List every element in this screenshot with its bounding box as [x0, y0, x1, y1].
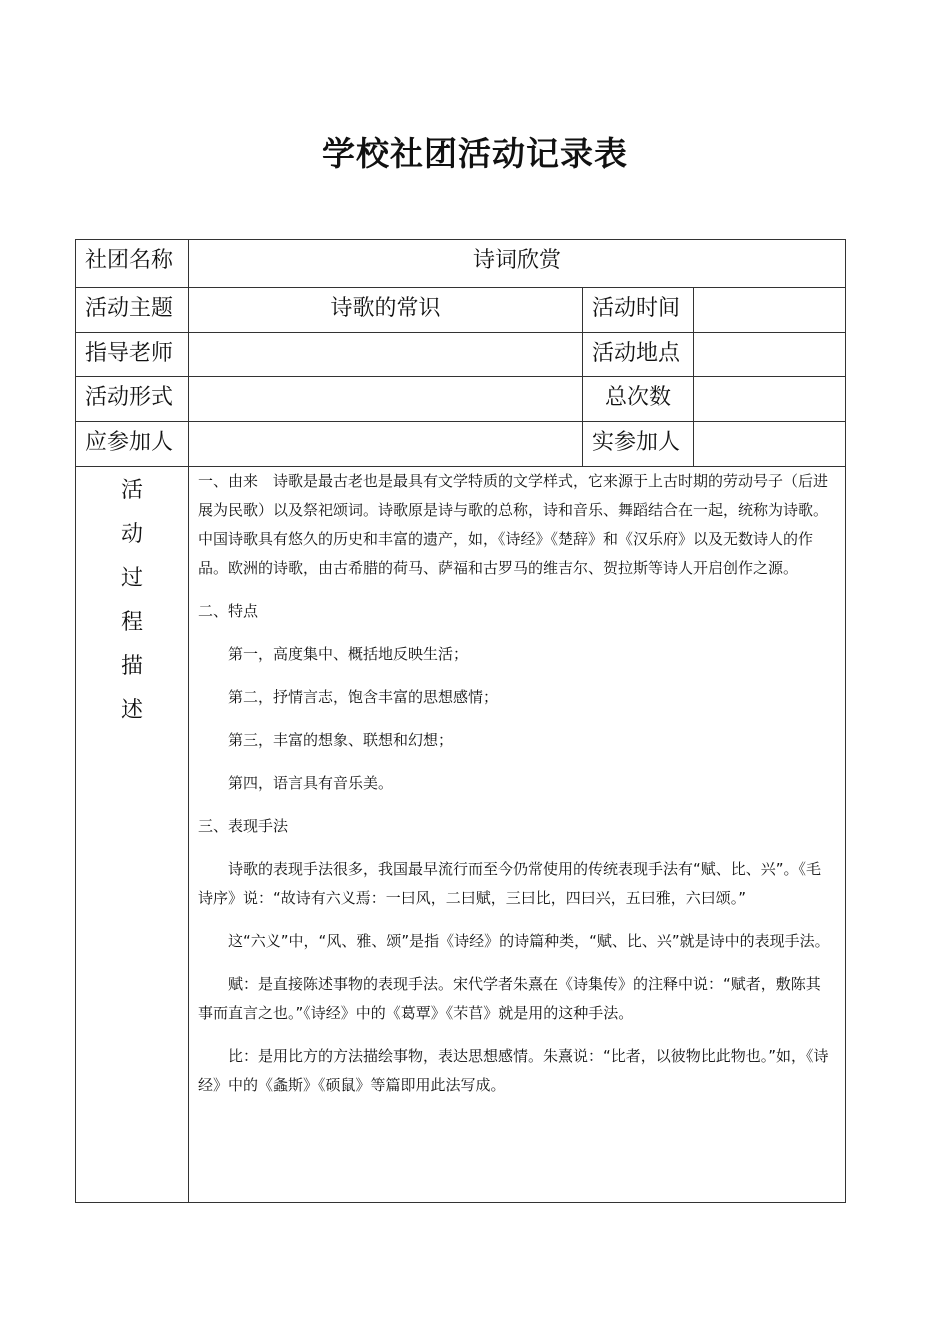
process-label-char: 描: [120, 654, 143, 679]
total-value[interactable]: [694, 377, 846, 422]
paragraph: 赋：是直接陈述事物的表现手法。宋代学者朱熹在《诗集传》的注释中说：“赋者，敷陈其事而直言之也。”《诗经》中的《葛覃》《芣苢》就是用的这种手法。: [198, 975, 821, 1022]
row-teacher: [76, 333, 846, 377]
paragraph: 第四，语言具有音乐美。: [228, 774, 394, 792]
paragraph: 诗歌的表现手法很多，我国最早流行而至今仍常使用的传统表现手法有“赋、比、兴”。《毛诗序》说：“故诗有六义焉：一曰风，二曰赋，三曰比，四曰兴，五曰雅，六曰颂。”: [198, 860, 822, 907]
paragraph: 第二，抒情言志，饱含丰富的思想感情；: [228, 688, 499, 706]
total-label: 总次数: [583, 377, 694, 422]
time-label: 活动时间: [583, 288, 694, 333]
paragraph: 这“六义”中，“风、雅、颂”是指《诗经》的诗篇种类，“赋、比、兴”就是诗中的表现手法。: [228, 932, 830, 950]
paragraph: 比：是用比方的方法描绘事物，表达思想感情。朱熹说：“比者，以彼物比此物也。”如，《诗经》中的《螽斯》《硕鼠》等篇即用此法写成。: [198, 1047, 829, 1094]
page-title: 学校社团活动记录表: [322, 134, 628, 173]
form-label: 活动形式: [76, 377, 189, 422]
process-label-char: 动: [120, 522, 143, 547]
actual-value[interactable]: [694, 422, 846, 467]
process-label-char: 过: [120, 566, 143, 591]
row-topic: [76, 288, 846, 333]
row-form: [76, 377, 846, 422]
process-label-char: 活: [120, 478, 143, 503]
record-table: [75, 239, 846, 1203]
paragraph: 一、由来 诗歌是最古老也是最具有文学特质的文学样式，它来源于上古时期的劳动号子（后进展为民歌）以及祭祀颂词。诗歌原是诗与歌的总称，诗和音乐、舞蹈结合在一起，统称为诗歌。中国诗歌具有悠久的历史和丰富的遗产，如，《诗经》《楚辞》和《汉乐府》以及无数诗人的作品。欧洲的诗歌，由古希腊的荷马、萨福和古罗马的维吉尔、贺拉斯等诗人开启创作之源。: [198, 472, 829, 577]
process-label: [76, 467, 189, 1203]
club-name-label: 社团名称: [76, 240, 189, 288]
teacher-value[interactable]: [189, 333, 583, 377]
topic-value[interactable]: 诗歌的常识: [189, 288, 583, 333]
row-participants: [76, 422, 846, 467]
expected-value[interactable]: [189, 422, 583, 467]
expected-label: 应参加人: [76, 422, 189, 467]
paragraph: 第三，丰富的想象、联想和幻想；: [228, 731, 454, 749]
row-club-name: [76, 240, 846, 288]
row-process: [76, 467, 846, 1203]
teacher-label: 指导老师: [76, 333, 189, 377]
paragraph: 第一，高度集中、概括地反映生活；: [228, 645, 469, 663]
place-value[interactable]: [694, 333, 846, 377]
process-label-char: 述: [120, 698, 143, 723]
time-value[interactable]: [694, 288, 846, 333]
process-description[interactable]: [189, 467, 846, 1203]
club-name-value[interactable]: 诗词欣赏: [189, 240, 846, 288]
actual-label: 实参加人: [583, 422, 694, 467]
place-label: 活动地点: [583, 333, 694, 377]
paragraph: 二、特点: [198, 602, 259, 620]
process-label-char: 程: [120, 610, 143, 635]
form-value[interactable]: [189, 377, 583, 422]
topic-label: 活动主题: [76, 288, 189, 333]
paragraph: 三、表现手法: [198, 817, 289, 835]
